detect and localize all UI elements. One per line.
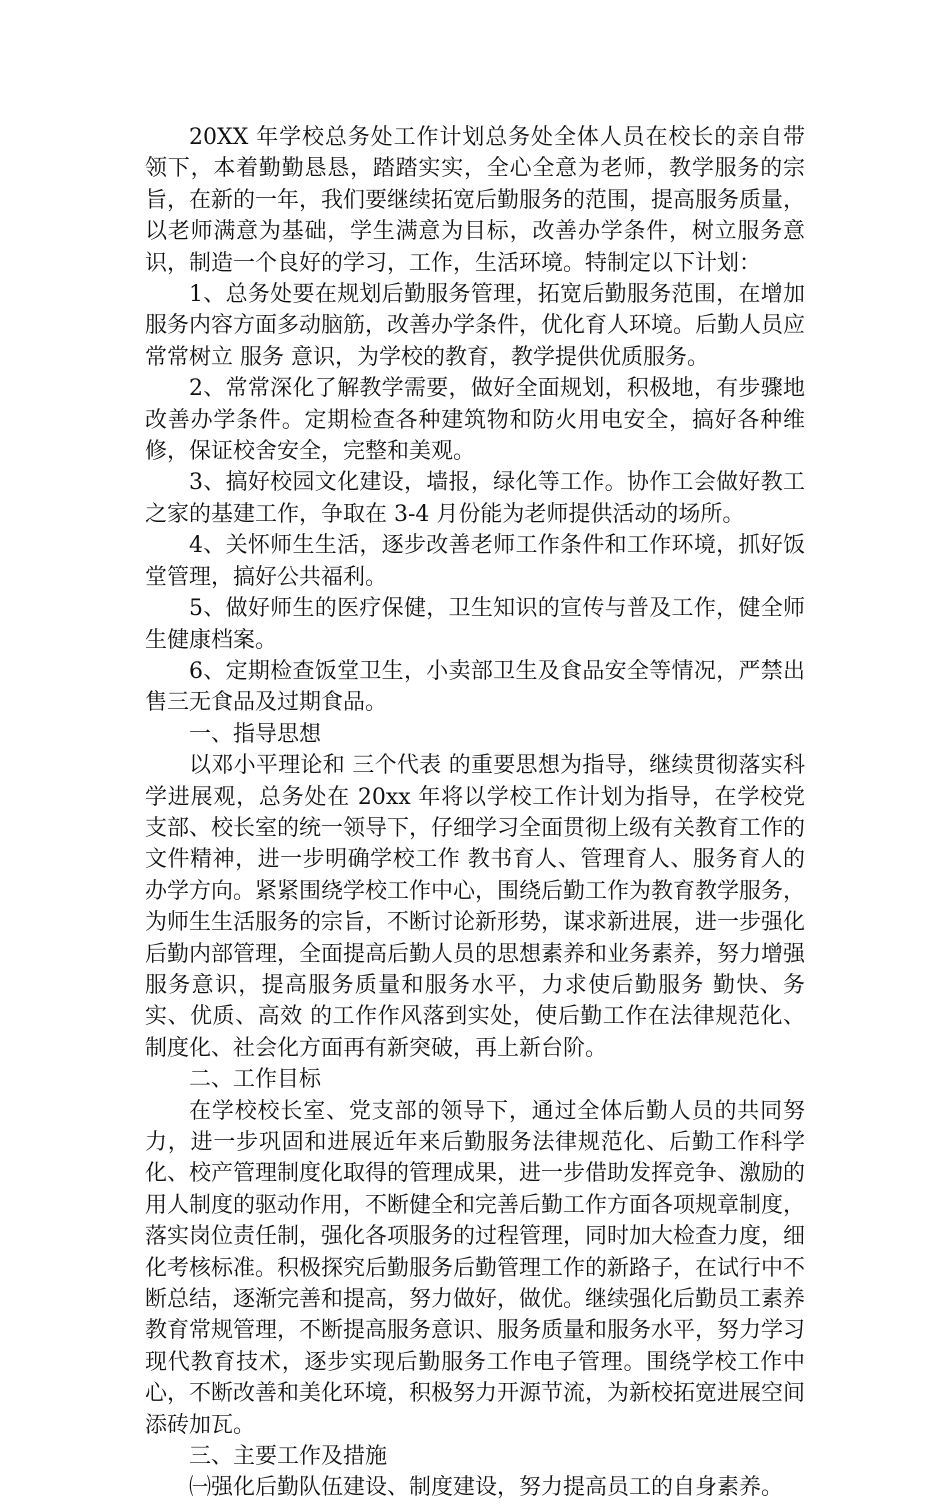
guiding-thought-paragraph: 以邓小平理论和 三个代表 的重要思想为指导，继续贯彻落实科学进展观，总务处在 20xx 年将以学校工作计划为指导，在学校党支部、校长室的统一领导下，仔细学习全面贯彻上级有关教育工作的文件精神，进一步明确学校工作 教书育人、管理育人、服务育人的办学方向。紧紧围绕学校工作中心，围绕后勤工作为教育教学服务，为师生生活服务的宗旨，不断讨论新形势，谋求新进展，进一步强化后勤内部管理，全面提高后勤人员的思想素养和业务素养，努力增强服务意识，提高服务质量和服务水平，力求使后勤服务 勤快、务实、优质、高效 的工作作风落到实处，使后勤工作在法律规范化、制度化、社会化方面再有新突破，再上新台阶。 <box>145 753 806 1061</box>
plan-item-6: 6、定期检查饭堂卫生，小卖部卫生及食品安全等情况，严禁出售三无食品及过期食品。 <box>145 658 805 716</box>
plan-item-5: 5、做好师生的医疗保健，卫生知识的宣传与普及工作，健全师生健康档案。 <box>145 596 805 653</box>
plan-item-1: 1、总务处要在规划后勤服务管理，拓宽后勤服务范围，在增加服务内容方面多动脑筋，改善办学条件，优化育人环境。后勤人员应常常树立 服务 意识，为学校的教育，教学提供优质服务。 <box>145 282 806 370</box>
plan-item-2: 2、常常深化了解教学需要，做好全面规划，积极地，有步骤地改善办学条件。定期检查各种建筑物和防火用电安全，搞好各种维修，保证校舍安全，完整和美观。 <box>145 376 805 465</box>
work-goals-paragraph: 在学校校长室、党支部的领导下，通过全体后勤人员的共同努力，进一步巩固和进展近年来后勤服务法律规范化、后勤工作科学化、校产管理制度化取得的管理成果，进一步借助发挥竞争、激励的用人制度的驱动作用，不断健全和完善后勤工作方面各项规章制度，落实岗位责任制，强化各项服务的过程管理，同时加大检查力度，细化考核标准。积极探究后勤服务后勤管理工作的新路子，在试行中不断总结，逐渐完善和提高，努力做好，做优。继续强化后勤员工素养教育常规管理，不断提高服务意识、服务质量和服务水平，努力学习现代教育技术，逐步实现后勤服务工作电子管理。围绕学校工作中心，不断改善和美化环境，积极努力开源节流，为新校拓宽进展空间添砖加瓦。 <box>145 1098 806 1438</box>
intro-paragraph: 20XX 年学校总务处工作计划总务处全体人员在校长的亲自带领下，本着勤勤恳恳，踏踏实实，全心全意为老师，教学服务的宗旨，在新的一年，我们要继续拓宽后勤服务的范围，提高服务质量，以老师满意为基础，学生满意为目标，改善办学条件，树立服务意识，制造一个良好的学习，工作，生活环境。特制定以下计划： <box>145 125 806 276</box>
section-heading-main-measures: 三、主要工作及措施 <box>189 1444 388 1470</box>
plan-item-3: 3、搞好校园文化建设，墙报，绿化等工作。协作工会做好教工之家的基建工作，争取在 3-4 月份能为老师提供活动的场所。 <box>145 470 805 527</box>
measure-item-1: ㈠强化后勤队伍建设、制度建设，努力提高员工的自身素养。 <box>189 1475 784 1501</box>
section-heading-guiding-thought: 一、指导思想 <box>189 721 322 747</box>
plan-item-4: 4、关怀师生生活，逐步改善老师工作条件和工作环境，抓好饭堂管理，搞好公共福利。 <box>145 533 805 590</box>
section-heading-work-goals: 二、工作目标 <box>189 1067 322 1093</box>
document-body <box>145 122 805 1504</box>
